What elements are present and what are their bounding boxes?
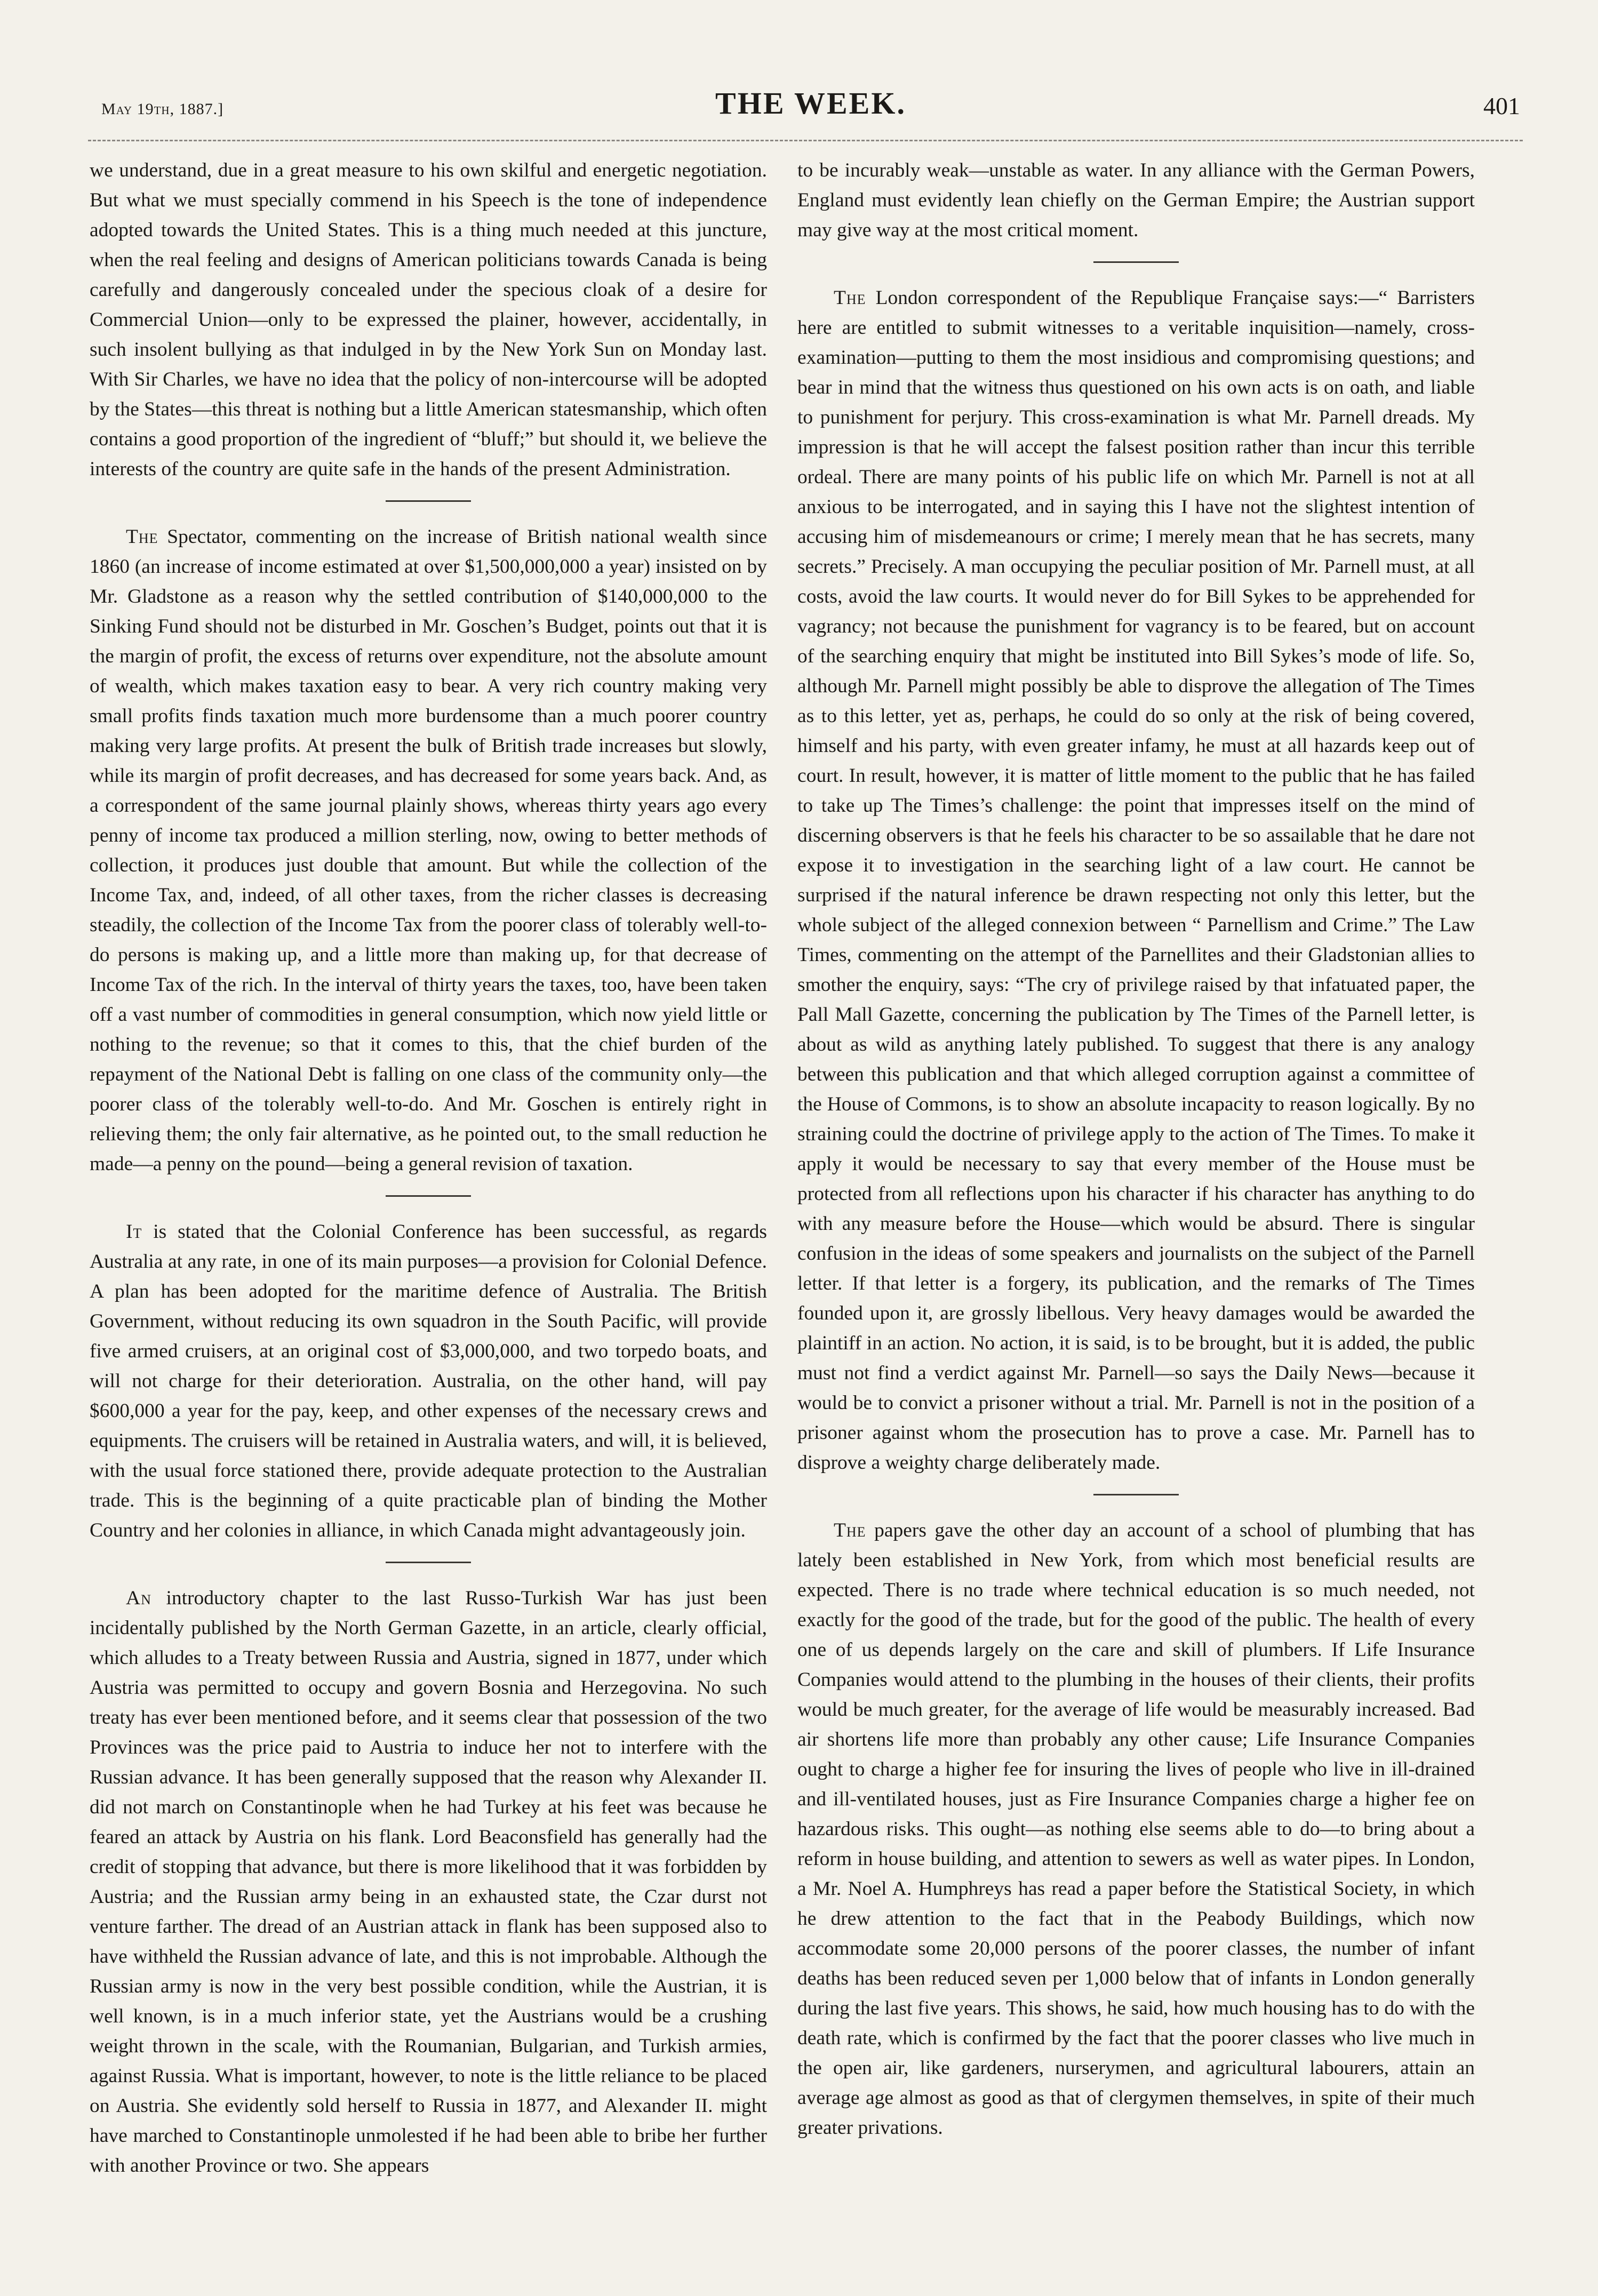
article-text: papers gave the other day an account of a school of plumbing that has lately been established in New York, from which most beneficial results are expected. There is no trade where technical education is so much needed, not exactly for the good of the trade, but for the good of the public. The health of every one of us depends largely on the care and skill of plumbers. If Life Insurance Companies would attend to the plumbing in the houses of their clients, their profits would be much greater, for the average of life would be measurably increased. Bad air shortens life more than probably any other cause; Life Insurance Companies ought to charge a higher fee for insuring the lives of people who live in ill-drained and ill-ventilated houses, just as Fire Insurance Companies charge a higher fee on hazardous risks. This ought—as nothing else seems able to do—to bring about a reform in house building, and attention to sewers as well as water pipes. In London, a Mr. Noel A. Humphreys has read a paper before the Statistical Society, in which he drew attention to the fact that in the Peabody Buildings, which now accommodate some 20,000 persons of the poorer classes, the number of infant deaths has been reduced seven per 1,000 below that of infants in London generally during the last five years. This shows, he said, how much housing has to do with the death rate, which is confirmed by the fact that the poorer classes who live much in the open air, like gardeners, nurserymen, and agricultural labourers, attain an average age almost as good as that of clergymen themselves, in spite of their much greater privations. [797, 1519, 1475, 2139]
article-paragraph [90, 1583, 767, 2181]
header-rule [88, 140, 1523, 141]
masthead-title: THE WEEK. [715, 86, 906, 121]
lead-word: The [126, 526, 158, 548]
lead-word: The [834, 1519, 866, 1541]
section-divider [1093, 261, 1179, 263]
article-paragraph: we understand, due in a great measure to his own skilful and energetic negotiation. But what we must specially commend in his Speech is the tone of independence adopted towards the United States. This is a thing much needed at this juncture, when the real feeling and designs of American politicians towards Canada is being carefully and dangerously concealed under the specious cloak of a desire for Commercial Union—only to be expressed the plainer, however, accidentally, in such insolent bullying as that indulged in by the New York Sun on Monday last. With Sir Charles, we have no idea that the policy of non-intercourse will be adopted by the States—this threat is nothing but a little American statesmanship, which often contains a good proportion of the ingredient of “bluff;” but should it, we believe the interests of the country are quite safe in the hands of the present Administration. [90, 159, 767, 480]
left-column [90, 156, 767, 2257]
section-divider [386, 1195, 471, 1197]
lead-word: The [834, 287, 866, 309]
section-divider [1093, 1494, 1179, 1495]
article-paragraph [90, 1217, 767, 1546]
article-text: introductory chapter to the last Russo-Turkish War has just been incidentally published by the North German Gazette, in an article, clearly official, which alludes to a Treaty between Russia and Austria, signed in 1877, under which Austria was permitted to occupy and govern Bosnia and Herzegovina. No such treaty has ever been mentioned before, and it seems clear that possession of the two Provinces was the price paid to Austria to induce her not to interfere with the Russian advance. It has been generally supposed that the reason why Alexander II. did not march on Constantinople when he had Turkey at his feet was because he feared an attack by Austria on his flank. Lord Beaconsfield has generally had the credit of stopping that advance, but there is more likelihood that it was forbidden by Austria; and the Russian army being in an exhausted state, the Czar durst not venture farther. The dread of an Austrian attack in flank has been supposed also to have withheld the Russian advance of late, and this is not improbable. Although the Russian army is now in the very best possible condition, while the Austrian, it is well known, is in a much inferior state, yet the Austrians would be a crushing weight thrown in the scale, with the Roumanian, Bulgarian, and Turkish armies, against Russia. What is important, however, to note is the little reliance to be placed on Austria. She evidently sold herself to Russia in 1877, and Alexander II. might have marched to Constantinople unmolested if he had been able to bribe her further with another Province or two. She appears [90, 1587, 767, 2177]
article-paragraph [797, 1516, 1475, 2143]
lead-word: It [126, 1221, 142, 1243]
issue-date: May 19th, 1887.] [101, 100, 224, 118]
article-paragraph [797, 283, 1475, 1478]
article-paragraph [90, 522, 767, 1179]
lead-word: An [126, 1587, 151, 1609]
article-text: London correspondent of the Republique Française says:—“ Barristers here are entitled to submit witnesses to a veritable inquisition—namely, cross-examination—putting to them the most insidious and compromising questions; and bear in mind that the witness thus questioned on his own acts is on oath, and liable to punishment for perjury. This cross-examination is what Mr. Parnell dreads. My impression is that he will accept the falsest position rather than incur this terrible ordeal. There are many points of his public life on which Mr. Parnell is not at all anxious to be interrogated, and in saying this I have not the slightest intention of accusing him of misdemeanours or crime; I merely mean that he has secrets, many secrets.” Precisely. A man occupying the peculiar position of Mr. Parnell must, at all costs, avoid the law courts. It would never do for Bill Sykes to be apprehended for vagrancy; not because the punishment for vagrancy is to be feared, but on account of the searching enquiry that might be instituted into Bill Sykes’s mode of life. So, although Mr. Parnell might possibly be able to disprove the allegation of The Times as to this letter, yet as, perhaps, he could do so only at the risk of being covered, himself and his party, with even greater infamy, he must at all hazards keep out of court. In result, however, it is matter of little moment to the public that he has failed to take up The Times’s challenge: the point that impresses itself on the mind of discerning observers is that he feels his character to be so assailable that he dare not expose it to investigation in the searching light of a law court. He cannot be surprised if the natural inference be drawn respecting not only this letter, but the whole subject of the alleged connexion between “ Parnellism and Crime.” The Law Times, commenting on the attempt of the Parnellites and their Gladstonian allies to smother the enquiry, says: “The cry of privilege raised by that infatuated paper, the Pall Mall Gazette, concerning the publication by The Times of the Parnell letter, is about as wild as anything lately published. To suggest that there is any analogy between this publication and that which alleged corruption against a committee of the House of Commons, is to show an absolute incapacity to reason logically. By no straining could the doctrine of privilege apply to the action of The Times. To make it apply it would be necessary to say that every member of the House must be protected from all reflections upon his character if his character has anything to do with any measure before the House—which would be absurd. There is singular confusion in the ideas of some speakers and journalists on the subject of the Parnell letter. If that letter is a forgery, its publication, and the remarks of The Times founded upon it, are grossly libellous. Very heavy damages would be awarded the plaintiff in an action. No action, it is said, is to be brought, but it is added, the public must not find a verdict against Mr. Parnell—so says the Daily News—because it would be to convict a prisoner without a trial. Mr. Parnell is not in the position of a prisoner against whom the prosecution has to prove a case. Mr. Parnell has to disprove a weighty charge deliberately made. [797, 287, 1475, 1474]
right-column [797, 156, 1475, 2257]
section-divider [386, 1562, 471, 1563]
page-header [101, 80, 1520, 128]
page-number: 401 [1483, 92, 1520, 119]
article-text: is stated that the Colonial Conference has been successful, as regards Australia at any rate, in one of its main purposes—a provision for Colonial Defence. A plan has been adopted for the maritime defence of Australia. The British Government, without reducing its own squadron in the South Pacific, will provide five armed cruisers, at an original cost of $3,000,000, and two torpedo boats, and will not charge for their deterioration. Australia, on the other hand, will pay $600,000 a year for the pay, keep, and other expenses of the necessary crews and equipments. The cruisers will be retained in Australia waters, and will, it is believed, with the usual force stationed there, provide adequate protection to the Australian trade. This is the beginning of a quite practicable plan of binding the Mother Country and her colonies in alliance, in which Canada might advantageously join. [90, 1221, 767, 1541]
article-text: Spectator, commenting on the increase of British national wealth since 1860 (an increase of income estimated at over $1,500,000,000 a year) insisted on by Mr. Gladstone as a reason why the settled contribution of $140,000,000 to the Sinking Fund should not be disturbed in Mr. Goschen’s Budget, points out that it is the margin of profit, the excess of returns over expenditure, not the absolute amount of wealth, which makes taxation easy to bear. A very rich country making very small profits finds taxation much more burdensome than a much poorer country making very large profits. At present the bulk of British trade increases but slowly, while its margin of profit decreases, and has decreased for some years back. And, as a correspondent of the same journal plainly shows, whereas thirty years ago every penny of income tax produced a million sterling, now, owing to better methods of collection, it produces just double that amount. But while the collection of the Income Tax, and, indeed, of all other taxes, from the richer classes is decreasing steadily, the collection of the Income Tax from the poorer class of tolerably well-to-do persons is making up, and a little more than making up, for that decrease of Income Tax of the rich. In the interval of thirty years the taxes, too, have been taken off a vast number of commodities in general consumption, which now yield little or nothing to the revenue; so that it comes to this, that the chief burden of the repayment of the National Debt is falling on one class of the community only—the poorer class of the tolerably well-to-do. And Mr. Goschen is entirely right in relieving them; the only fair alternative, as he pointed out, to the small reduction he made—a penny on the pound—being a general revision of taxation. [90, 526, 767, 1175]
article-paragraph: to be incurably weak—unstable as water. In any alliance with the German Powers, England must evidently lean chiefly on the German Empire; the Austrian support may give way at the most critical moment. [797, 159, 1475, 241]
section-divider [386, 500, 471, 502]
